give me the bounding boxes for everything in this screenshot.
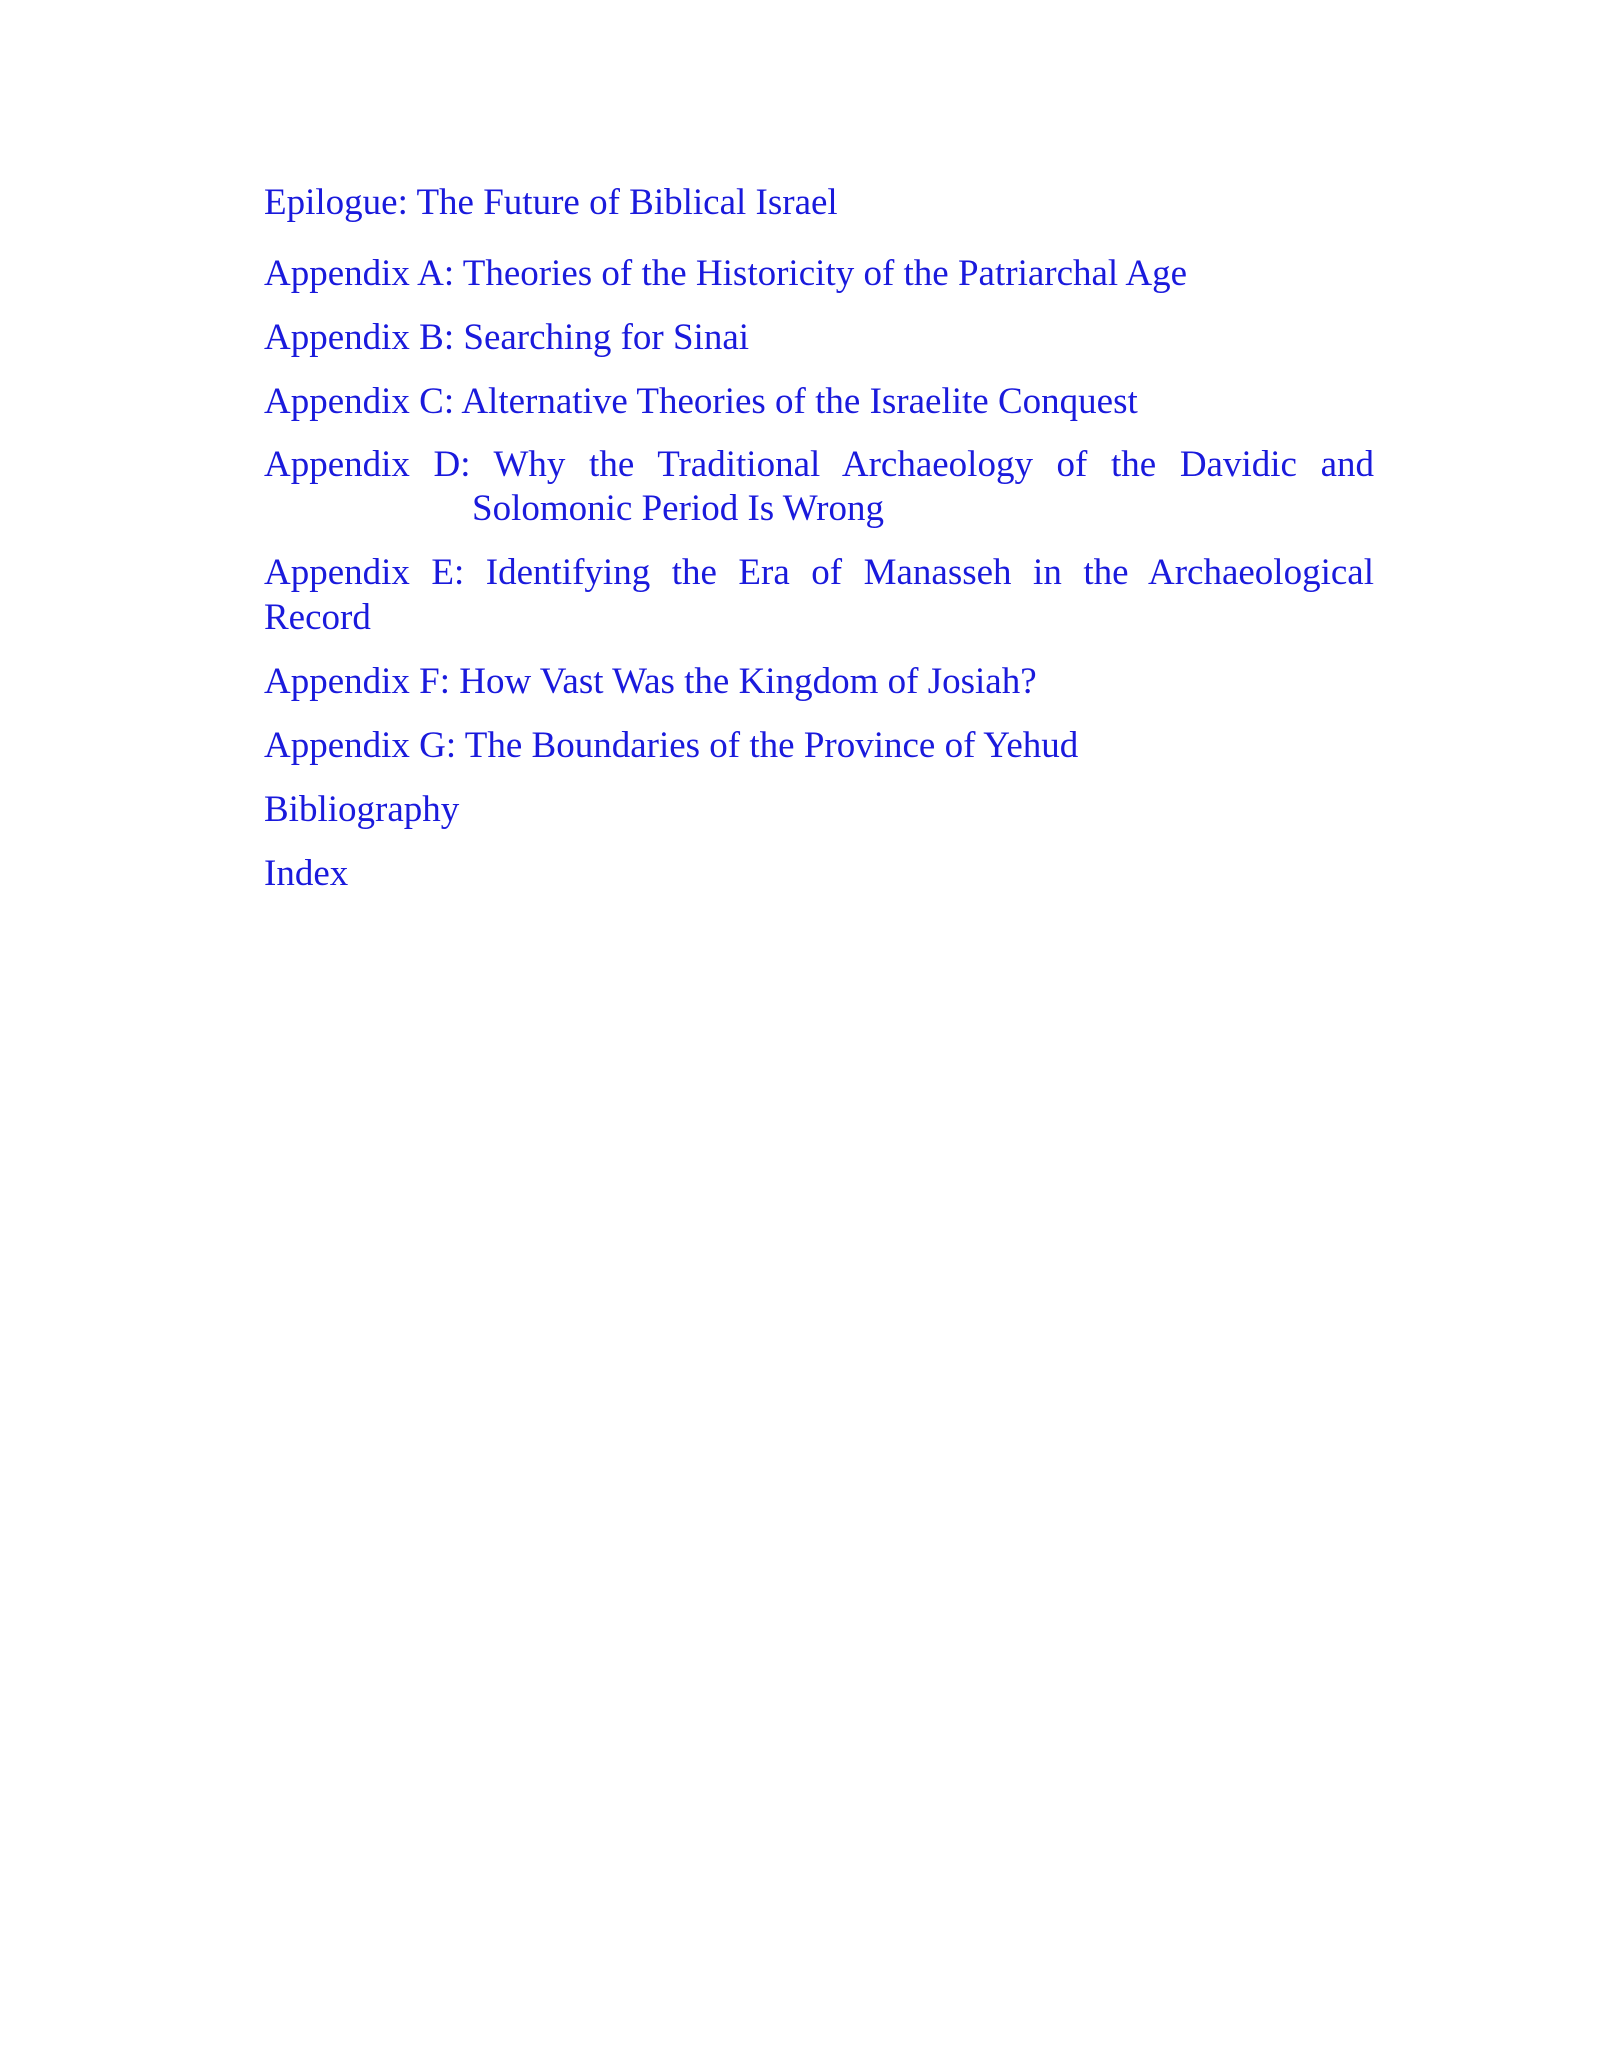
toc-link-appendix-d[interactable]: Appendix D: Why the Traditional Archaeology of the Davidic and Solomonic Period Is Wrong bbox=[264, 444, 1374, 529]
toc-link-index[interactable]: Index bbox=[264, 853, 349, 894]
toc-link-bibliography[interactable]: Bibliography bbox=[264, 789, 460, 830]
toc-link-appendix-a[interactable]: Appendix A: Theories of the Historicity of the Patriarchal Age bbox=[264, 253, 1188, 294]
toc-link-appendix-g[interactable]: Appendix G: The Boundaries of the Province of Yehud bbox=[264, 725, 1079, 766]
toc-link-appendix-b[interactable]: Appendix B: Searching for Sinai bbox=[264, 317, 750, 358]
toc-link-appendix-e[interactable]: Appendix E: Identifying the Era of Manasseh in the Archaeological Record bbox=[264, 552, 1374, 638]
toc-link-epilogue[interactable]: Epilogue: The Future of Biblical Israel bbox=[264, 182, 838, 223]
toc-link-appendix-f[interactable]: Appendix F: How Vast Was the Kingdom of Josiah? bbox=[264, 661, 1037, 702]
table-of-contents bbox=[264, 180, 1374, 915]
toc-link-appendix-c[interactable]: Appendix C: Alternative Theories of the Israelite Conquest bbox=[264, 381, 1138, 422]
